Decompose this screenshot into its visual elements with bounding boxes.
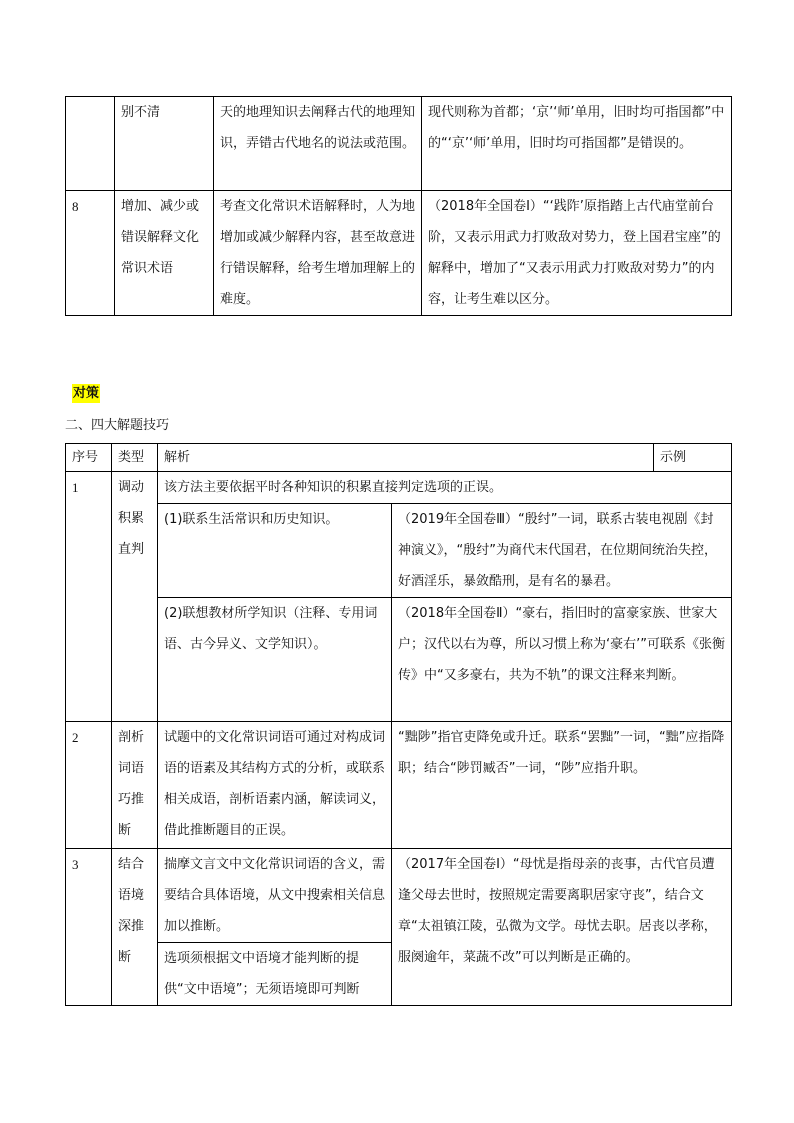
error-analysis: 天的地理知识去阐释古代的地理知识，弄错古代地名的说法或范围。: [214, 97, 422, 191]
table-row: [66, 191, 732, 316]
row-number: [66, 97, 115, 191]
table-row: [66, 97, 732, 191]
technique-type: 调动积累直判: [112, 472, 158, 722]
technique-analysis: 试题中的文化常识词语可通过对构成词语的语素及其结构方式的分析，或联系相关成语，剖析语素内涵，解读词义，借此推断题目的正误。: [158, 722, 392, 849]
table-header-row: [66, 444, 732, 472]
table-row: [66, 472, 732, 504]
error-example: （2018年全国卷Ⅰ）“‘践阼’原指踏上古代庙堂前台阶，又表示用武力打败敌对势力，登上国君宝座”的解释中，增加了“又表示用武力打败敌对势力”的内容，让考生难以区分。: [422, 191, 732, 316]
sub-analysis: (2)联想教材所学知识（注释、专用词语、古今异义、文学知识）。: [158, 598, 392, 722]
header-example: 示例: [654, 444, 732, 472]
row-number: 1: [66, 472, 112, 722]
section-subheading: 二、四大解题技巧: [65, 418, 170, 433]
technique-example: （2017年全国卷Ⅰ）“母忧是指母亲的丧事，古代官员遭逢父母去世时，按照规定需要离职居家守丧”，结合文章“太祖镇江陵，弘微为文学。母忧去职。居丧以孝称，服阕逾年，菜蔬不改”可以判断是正确的。: [392, 849, 732, 1006]
technique-intro: 该方法主要依据平时各种知识的积累直接判定选项的正误。: [158, 472, 732, 504]
sub-example: （2018年全国卷Ⅱ）“豪右，指旧时的富豪家族、世家大户；汉代以右为尊，所以习惯上称为‘豪右’”可联系《张衡传》中“又多豪右，共为不轨”的课文注释来判断。: [392, 598, 732, 722]
header-analysis: 解析: [158, 444, 654, 472]
table-row: [66, 598, 732, 722]
section-heading: 对策: [73, 386, 100, 401]
table-row: [66, 849, 732, 943]
error-type: 别不清: [115, 97, 214, 191]
technique-analysis: 选项须根据文中语境才能判断的提供“文中语境”；无须语境即可判断: [158, 943, 392, 1006]
table-row: [66, 504, 732, 598]
header-number: 序号: [66, 444, 112, 472]
techniques-table: [65, 443, 732, 1006]
sub-example: （2019年全国卷Ⅲ）“殷纣”一词，联系古装电视剧《封神演义》，“殷纣”为商代末代国君，在位期间统治失控，好酒淫乐，暴敛酷刑，是有名的暴君。: [392, 504, 732, 598]
sub-analysis: (1)联系生活常识和历史知识。: [158, 504, 392, 598]
technique-type: 剖析词语巧推断: [112, 722, 158, 849]
table-row: [66, 722, 732, 849]
continued-table: [65, 96, 732, 316]
row-number: 3: [66, 849, 112, 1006]
error-analysis: 考查文化常识术语解释时，人为地增加或减少解释内容，甚至故意进行错误解释，给考生增加理解上的难度。: [214, 191, 422, 316]
technique-type: 结合语境深推断: [112, 849, 158, 1006]
technique-example: “黜陟”指官吏降免或升迁。联系“罢黜”一词，“黜”应指降职；结合“陟罚臧否”一词，“陟”应指升职。: [392, 722, 732, 849]
error-example: 现代则称为首都；‘京’‘师’单用，旧时均可指国都”中的“‘京’‘师’单用，旧时均可指国都”是错误的。: [422, 97, 732, 191]
technique-analysis: 揣摩文言文中文化常识词语的含义，需要结合具体语境，从文中搜索相关信息加以推断。: [158, 849, 392, 943]
row-number: 8: [66, 191, 115, 316]
header-type: 类型: [112, 444, 158, 472]
row-number: 2: [66, 722, 112, 849]
error-type: 增加、减少或错误解释文化常识术语: [115, 191, 214, 316]
